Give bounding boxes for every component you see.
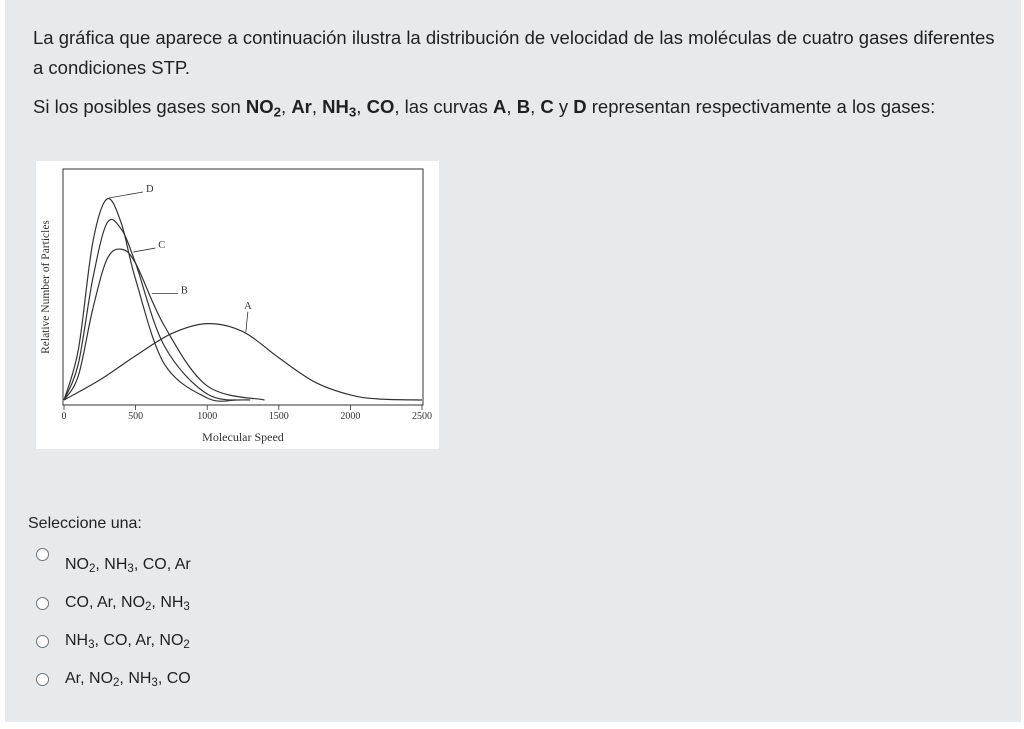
- gas-ar: Ar: [291, 96, 312, 117]
- x-axis-label: Molecular Speed: [202, 430, 284, 444]
- gas-nh3: $NH_3$: [322, 96, 357, 120]
- radio-button[interactable]: [36, 548, 49, 561]
- option-4[interactable]: [36, 666, 191, 692]
- x-tick-label: 1500: [268, 411, 289, 422]
- radio-button[interactable]: [36, 597, 49, 610]
- curve-c-label: C: [158, 240, 166, 252]
- curve-a-label: A: [493, 96, 507, 117]
- select-prompt: Seleccione una:: [28, 515, 142, 532]
- question-line-1: La gráfica que aparece a continuación ilustra la distribución de velocidad de las moléculas de cuatro gases diferentes a condiciones STP.: [33, 27, 995, 78]
- gas-co: CO: [366, 96, 395, 117]
- curve-c-label: C: [540, 96, 554, 117]
- x-tick-label: 1000: [197, 411, 218, 422]
- option-2[interactable]: [36, 590, 190, 616]
- question-text: [33, 23, 1003, 83]
- gas-no2: $NO_2$: [245, 96, 282, 120]
- curve-d-label: D: [573, 96, 587, 117]
- x-tick-label: 2000: [340, 411, 361, 422]
- curve-d-leader: [109, 192, 143, 198]
- curve-d: [64, 198, 236, 401]
- option-label[interactable]: Ar, $NO_2$, $NH_3$, CO: [65, 670, 191, 690]
- radio-button[interactable]: [36, 635, 49, 648]
- x-tick-label: 500: [128, 411, 144, 422]
- curve-b-label: B: [180, 285, 188, 297]
- plot-frame: [63, 169, 423, 405]
- x-tick-label: 2500: [412, 411, 432, 422]
- curve-c-leader: [133, 248, 155, 252]
- question-gases-text: Si los posibles gases son $NO_2$, Ar, $NH_3$, CO, las curvas A, B, C y D representan respectivamente a los gases:: [33, 96, 936, 120]
- curve-b-label: B: [516, 96, 531, 117]
- option-label[interactable]: $NH_3$, CO, Ar, $NO_2$: [65, 632, 190, 652]
- option-1[interactable]: [36, 545, 191, 576]
- curve-a-leader: [246, 312, 248, 332]
- curve-d-label: D: [145, 184, 154, 195]
- option-label[interactable]: CO, Ar, $NO_2$, $NH_3$: [65, 594, 190, 614]
- option-label[interactable]: $NO_2$, $NH_3$, CO, Ar: [65, 556, 191, 576]
- x-tick-label: 0: [61, 411, 67, 422]
- y-axis-label: Relative Number of Particles: [40, 220, 52, 354]
- curve-a: [64, 324, 422, 400]
- option-3[interactable]: [36, 628, 190, 654]
- curve-a-label: A: [244, 300, 252, 312]
- radio-button[interactable]: [36, 673, 49, 686]
- text-fragment: Si los posibles gases son: [33, 96, 246, 117]
- speed-distribution-chart: [36, 161, 439, 449]
